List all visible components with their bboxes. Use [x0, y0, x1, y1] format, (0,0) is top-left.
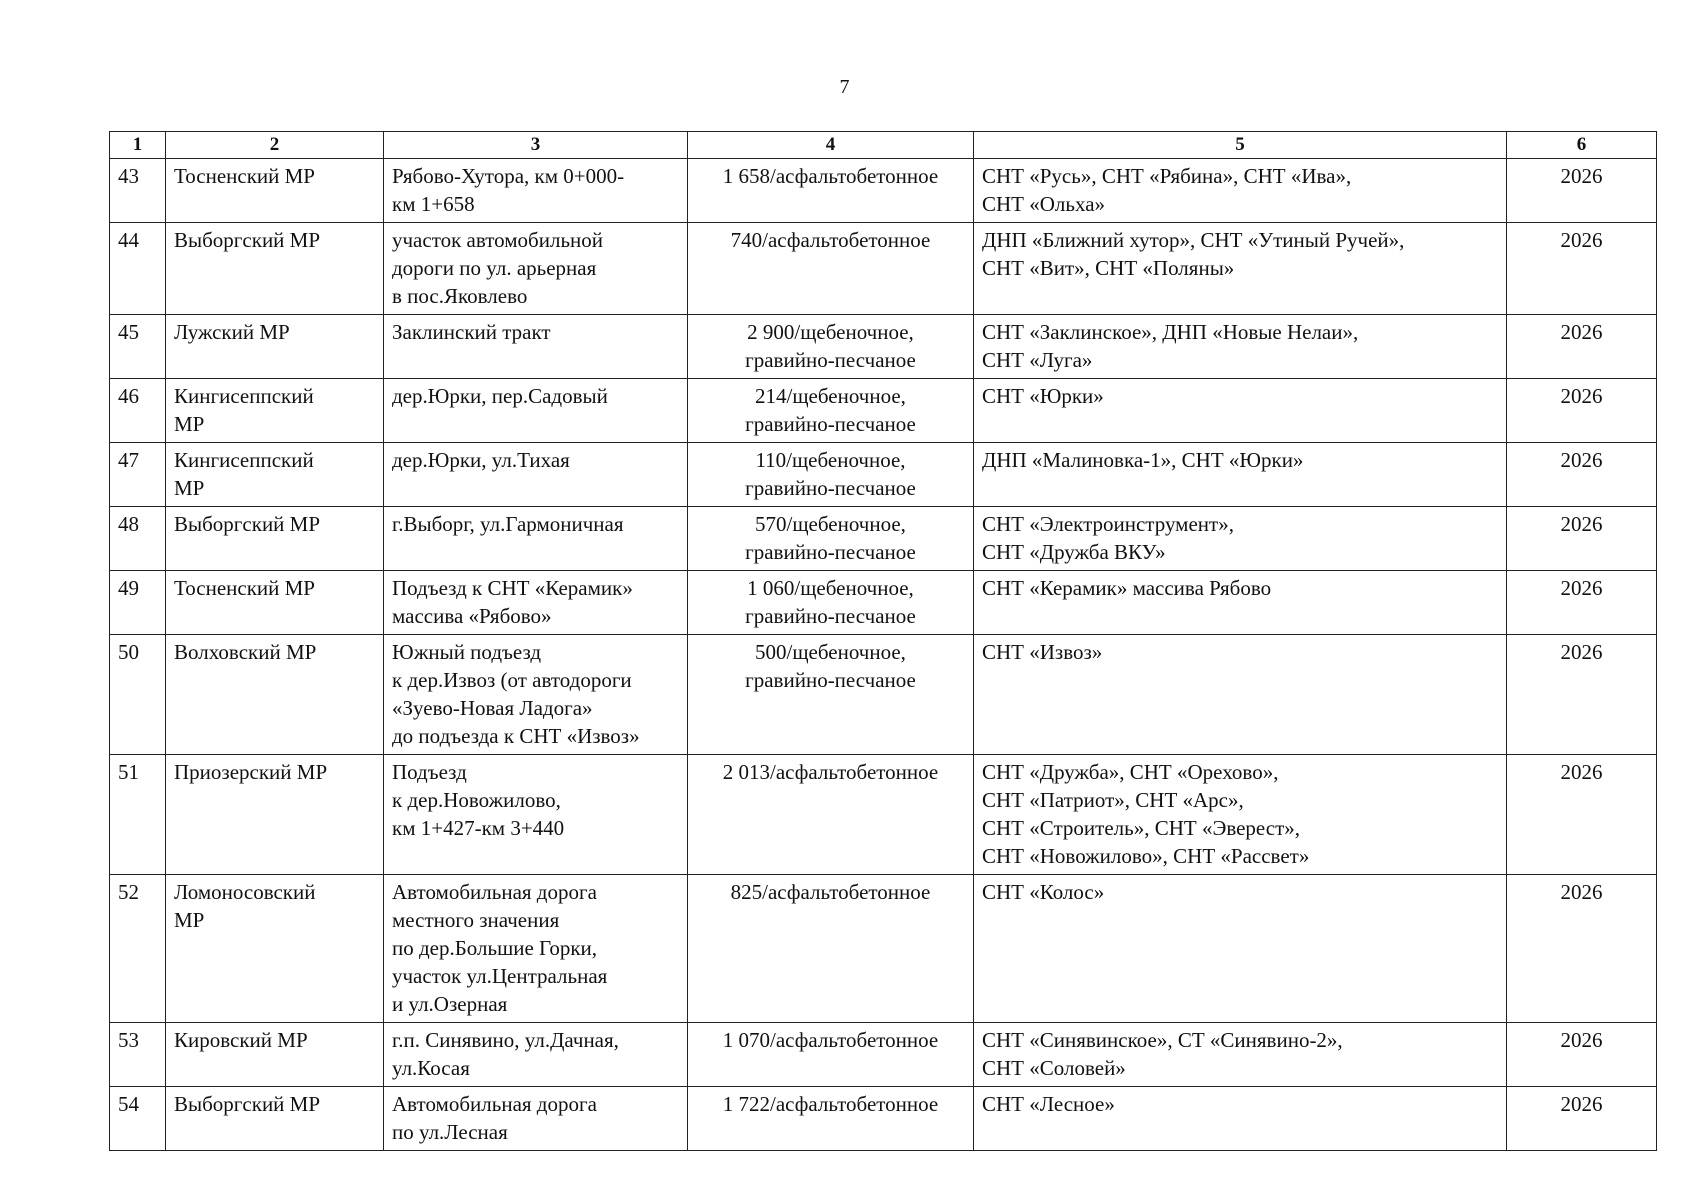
- cell-road-line: Автомобильная дорога: [392, 880, 597, 904]
- roads-table: [109, 131, 1657, 1151]
- cell-year: 2026: [1507, 507, 1657, 571]
- cell-associations: [974, 635, 1507, 755]
- cell-road-line: Рябово-Хутора, км 0+000-: [392, 164, 625, 188]
- table-row: [110, 635, 1657, 755]
- cell-length-surface: [688, 571, 974, 635]
- cell-district-line: Приозерский МР: [174, 760, 328, 784]
- cell-road-line: по дер.Большие Горки,: [392, 936, 598, 960]
- cell-district: [166, 379, 384, 443]
- cell-length-surface-line: 1 722/асфальтобетонное: [722, 1092, 939, 1116]
- cell-road: [384, 755, 688, 875]
- cell-road-line: Заклинский тракт: [392, 320, 551, 344]
- cell-district: [166, 571, 384, 635]
- cell-number: 45: [110, 315, 166, 379]
- cell-associations: [974, 379, 1507, 443]
- header-col-6: 6: [1507, 132, 1657, 159]
- cell-year: 2026: [1507, 635, 1657, 755]
- cell-road: [384, 571, 688, 635]
- cell-associations: [974, 443, 1507, 507]
- cell-associations-line: ДНП «Малиновка-1», СНТ «Юрки»: [982, 448, 1304, 472]
- table-row: [110, 1087, 1657, 1151]
- cell-road-line: и ул.Озерная: [392, 992, 508, 1016]
- cell-associations: [974, 755, 1507, 875]
- cell-length-surface: [688, 443, 974, 507]
- cell-district: [166, 1023, 384, 1087]
- cell-associations: [974, 1023, 1507, 1087]
- cell-district-line: Лужский МР: [174, 320, 290, 344]
- cell-district-line: МР: [174, 412, 205, 436]
- cell-associations: [974, 507, 1507, 571]
- cell-length-surface-line: гравийно-песчаное: [745, 668, 916, 692]
- cell-road: [384, 635, 688, 755]
- cell-associations-line: СНТ «Дружба», СНТ «Орехово»,: [982, 760, 1279, 784]
- cell-district-line: Кингисеппский: [174, 448, 314, 472]
- cell-road: [384, 223, 688, 315]
- cell-district-line: Выборгский МР: [174, 1092, 321, 1116]
- cell-year: 2026: [1507, 1087, 1657, 1151]
- cell-number: 53: [110, 1023, 166, 1087]
- cell-district: [166, 635, 384, 755]
- cell-road: [384, 1023, 688, 1087]
- cell-number: 47: [110, 443, 166, 507]
- cell-number: 49: [110, 571, 166, 635]
- cell-district-line: МР: [174, 908, 205, 932]
- cell-associations-line: СНТ «Извоз»: [982, 640, 1103, 664]
- cell-associations-line: СНТ «Новожилово», СНТ «Рассвет»: [982, 844, 1310, 868]
- table-row: [110, 443, 1657, 507]
- cell-road-line: до подъезда к СНТ «Извоз»: [392, 724, 640, 748]
- cell-year: 2026: [1507, 379, 1657, 443]
- cell-road: [384, 159, 688, 223]
- cell-associations-line: СНТ «Электроинструмент»,: [982, 512, 1234, 536]
- table-row: [110, 875, 1657, 1023]
- header-row: [110, 132, 1657, 159]
- cell-length-surface: [688, 635, 974, 755]
- cell-length-surface-line: 110/щебеночное,: [755, 448, 906, 472]
- cell-number: 50: [110, 635, 166, 755]
- cell-district: [166, 875, 384, 1023]
- cell-district: [166, 507, 384, 571]
- cell-road-line: к дер.Извоз (от автодороги: [392, 668, 632, 692]
- cell-length-surface: [688, 159, 974, 223]
- cell-road-line: в пос.Яковлево: [392, 284, 528, 308]
- cell-length-surface-line: 825/асфальтобетонное: [730, 880, 931, 904]
- cell-road-line: массива «Рябово»: [392, 604, 552, 628]
- cell-associations: [974, 223, 1507, 315]
- cell-road-line: дер.Юрки, пер.Садовый: [392, 384, 608, 408]
- cell-number: 54: [110, 1087, 166, 1151]
- cell-year: 2026: [1507, 315, 1657, 379]
- cell-year: 2026: [1507, 1023, 1657, 1087]
- cell-length-surface: [688, 223, 974, 315]
- cell-road-line: г.Выборг, ул.Гармоничная: [392, 512, 624, 536]
- cell-year: 2026: [1507, 571, 1657, 635]
- cell-year: 2026: [1507, 443, 1657, 507]
- cell-length-surface-line: гравийно-песчаное: [745, 604, 916, 628]
- cell-road-line: ул.Косая: [392, 1056, 470, 1080]
- cell-associations: [974, 571, 1507, 635]
- cell-associations-line: СНТ «Заклинское», ДНП «Новые Нелаи»,: [982, 320, 1359, 344]
- table-row: [110, 379, 1657, 443]
- cell-associations-line: СНТ «Ольха»: [982, 192, 1106, 216]
- cell-length-surface-line: 1 060/щебеночное,: [747, 576, 914, 600]
- cell-length-surface-line: 500/щебеночное,: [755, 640, 906, 664]
- cell-associations-line: СНТ «Колос»: [982, 880, 1105, 904]
- cell-district: [166, 315, 384, 379]
- table-row: [110, 1023, 1657, 1087]
- cell-length-surface-line: 214/щебеночное,: [755, 384, 906, 408]
- cell-district-line: Ломоносовский: [174, 880, 316, 904]
- table-body: [110, 159, 1657, 1151]
- cell-length-surface-line: 740/асфальтобетонное: [730, 228, 931, 252]
- cell-associations: [974, 315, 1507, 379]
- cell-year: 2026: [1507, 875, 1657, 1023]
- page-number: 7: [839, 76, 850, 98]
- cell-associations-line: СНТ «Луга»: [982, 348, 1093, 372]
- table-row: [110, 571, 1657, 635]
- cell-road-line: участок ул.Центральная: [392, 964, 608, 988]
- header-col-2: 2: [166, 132, 384, 159]
- cell-associations-line: СНТ «Патриот», СНТ «Арс»,: [982, 788, 1244, 812]
- cell-length-surface: [688, 875, 974, 1023]
- cell-associations-line: СНТ «Дружба ВКУ»: [982, 540, 1166, 564]
- cell-length-surface-line: 1 658/асфальтобетонное: [722, 164, 939, 188]
- table-row: [110, 159, 1657, 223]
- cell-length-surface-line: гравийно-песчаное: [745, 476, 916, 500]
- cell-district: [166, 1087, 384, 1151]
- table-row: [110, 223, 1657, 315]
- cell-road: [384, 1087, 688, 1151]
- cell-road: [384, 507, 688, 571]
- cell-district-line: Тосненский МР: [174, 164, 315, 188]
- cell-length-surface-line: 570/щебеночное,: [755, 512, 906, 536]
- cell-road-line: Южный подъезд: [392, 640, 542, 664]
- cell-length-surface: [688, 315, 974, 379]
- cell-road: [384, 875, 688, 1023]
- cell-road-line: местного значения: [392, 908, 560, 932]
- cell-district-line: Кингисеппский: [174, 384, 314, 408]
- cell-length-surface-line: гравийно-песчаное: [745, 348, 916, 372]
- cell-length-surface: [688, 1087, 974, 1151]
- cell-road-line: дер.Юрки, ул.Тихая: [392, 448, 570, 472]
- cell-district-line: Волховский МР: [174, 640, 317, 664]
- cell-length-surface-line: гравийно-песчаное: [745, 412, 916, 436]
- cell-number: 44: [110, 223, 166, 315]
- cell-district: [166, 159, 384, 223]
- cell-associations-line: СНТ «Лесное»: [982, 1092, 1115, 1116]
- cell-district-line: Выборгский МР: [174, 512, 321, 536]
- cell-number: 52: [110, 875, 166, 1023]
- header-col-1: 1: [110, 132, 166, 159]
- cell-associations-line: СНТ «Строитель», СНТ «Эверест»,: [982, 816, 1301, 840]
- cell-road-line: г.п. Синявино, ул.Дачная,: [392, 1028, 619, 1052]
- table-row: [110, 755, 1657, 875]
- cell-associations-line: СНТ «Вит», СНТ «Поляны»: [982, 256, 1235, 280]
- cell-road-line: км 1+427-км 3+440: [392, 816, 565, 840]
- cell-road-line: по ул.Лесная: [392, 1120, 508, 1144]
- cell-associations-line: СНТ «Русь», СНТ «Рябина», СНТ «Ива»,: [982, 164, 1352, 188]
- cell-associations: [974, 159, 1507, 223]
- table-row: [110, 507, 1657, 571]
- cell-district-line: Кировский МР: [174, 1028, 308, 1052]
- cell-road-line: Подъезд к СНТ «Керамик»: [392, 576, 633, 600]
- cell-number: 48: [110, 507, 166, 571]
- cell-district: [166, 223, 384, 315]
- cell-length-surface-line: 2 013/асфальтобетонное: [722, 760, 939, 784]
- cell-year: 2026: [1507, 159, 1657, 223]
- cell-road-line: «Зуево-Новая Ладога»: [392, 696, 593, 720]
- cell-road-line: Автомобильная дорога: [392, 1092, 597, 1116]
- cell-year: 2026: [1507, 223, 1657, 315]
- cell-road: [384, 315, 688, 379]
- cell-length-surface: [688, 1023, 974, 1087]
- cell-associations: [974, 875, 1507, 1023]
- cell-road-line: участок автомобильной: [392, 228, 604, 252]
- cell-associations-line: ДНП «Ближний хутор», СНТ «Утиный Ручей»,: [982, 228, 1405, 252]
- cell-number: 43: [110, 159, 166, 223]
- header-col-3: 3: [384, 132, 688, 159]
- cell-year: 2026: [1507, 755, 1657, 875]
- cell-associations-line: СНТ «Юрки»: [982, 384, 1104, 408]
- cell-associations-line: СНТ «Синявинское», СТ «Синявино-2»,: [982, 1028, 1343, 1052]
- header-col-4: 4: [688, 132, 974, 159]
- cell-road-line: км 1+658: [392, 192, 475, 216]
- cell-number: 46: [110, 379, 166, 443]
- cell-number: 51: [110, 755, 166, 875]
- cell-length-surface: [688, 755, 974, 875]
- cell-district-line: Тосненский МР: [174, 576, 315, 600]
- cell-road-line: к дер.Новожилово,: [392, 788, 561, 812]
- cell-length-surface-line: 2 900/щебеночное,: [747, 320, 914, 344]
- cell-associations-line: СНТ «Соловей»: [982, 1056, 1126, 1080]
- cell-district-line: МР: [174, 476, 205, 500]
- cell-length-surface: [688, 379, 974, 443]
- cell-associations-line: СНТ «Керамик» массива Рябово: [982, 576, 1272, 600]
- cell-road: [384, 443, 688, 507]
- cell-associations: [974, 1087, 1507, 1151]
- cell-length-surface: [688, 507, 974, 571]
- cell-road-line: дороги по ул. арьерная: [392, 256, 597, 280]
- table-row: [110, 315, 1657, 379]
- cell-district: [166, 443, 384, 507]
- header-col-5: 5: [974, 132, 1507, 159]
- cell-length-surface-line: 1 070/асфальтобетонное: [722, 1028, 939, 1052]
- cell-road: [384, 379, 688, 443]
- cell-district-line: Выборгский МР: [174, 228, 321, 252]
- cell-length-surface-line: гравийно-песчаное: [745, 540, 916, 564]
- cell-district: [166, 755, 384, 875]
- cell-road-line: Подъезд: [392, 760, 467, 784]
